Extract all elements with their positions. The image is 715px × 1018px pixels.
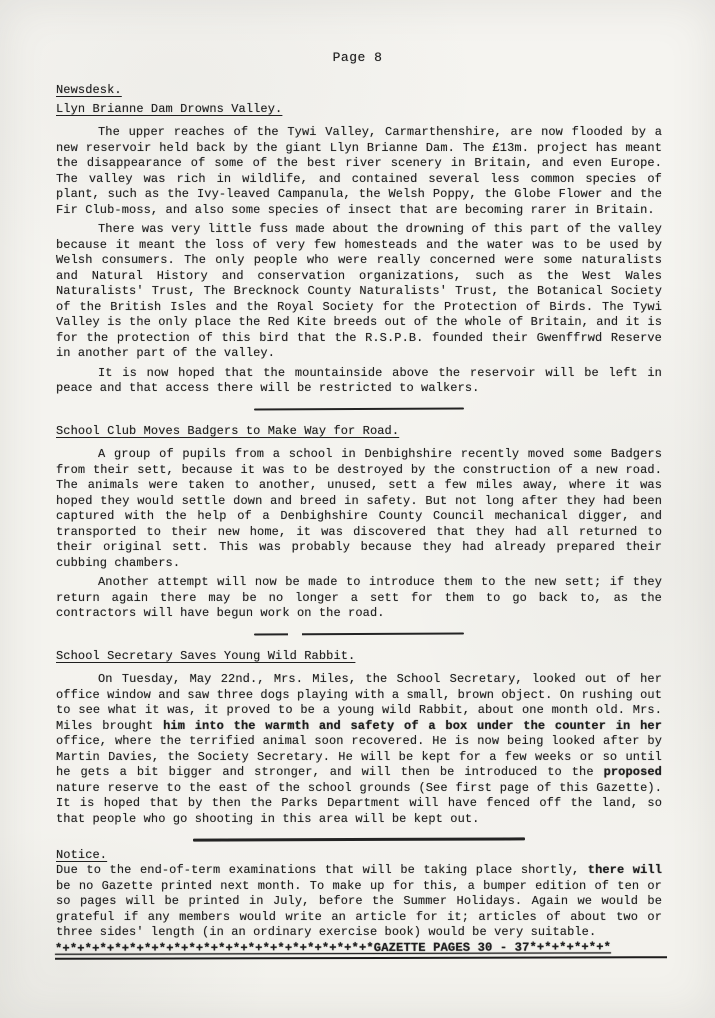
page-number: Page 8 xyxy=(332,50,383,65)
article-paragraph: On Tuesday, May 22nd., Mrs. Miles, the School Secretary, looked out of her office window and saw three dogs playing with a small, brown object. On rushing out to see what it was, it proved to be a young wild Rabbit, about one month old. Mrs. Miles brought him into the warmth and safety of a box under the counter in her office, where the terrified animal soon recovered. He is now being looked after by Martin Davies, the Society Secretary. He will be kept for a few weeks or so until he gets a bit bigger and stronger, and will then be introduced to the proposed nature reserve to the east of the school grounds (See first page of this Gazette). It is hoped that by then the Parks Department will have fenced off the land, so that people who go shooting in this area will be kept out. xyxy=(56,672,663,826)
article-paragraph: There was very little fuss made about the drowning of this part of the valley because it meant the loss of very few homesteads and the water was to be used by Welsh consumers. The only people who were really concerned were some naturalists and Natural History and conservation organizations, such as the West Wales Naturalists' Trust, The Brecknock County Naturalists' Trust, the Botanical Society of the British Isles and the Royal Society for the Protection of Birds. The Tywi Valley is the only place the Red Kite breeds out of the whole of Britain, and it is for the protection of this bird that the R.S.P.B. founded their Gwenffrwd Reserve in another part of the valley. xyxy=(56,222,662,360)
article-paragraph: A group of pupils from a school in Denbighshire recently moved some Badgers from their sett, because it was to be destroyed by the construction of a new road. The animals were taken to another, unused, sett a few miles away, where it was hoped they would settle down and breed in safety. But not long after they had been captured with the help of a Denbighshire County Council mechanical digger, and transported to their new home, it was discovered that they had all returned to their original sett. This was probably because they had already prepared their cubbing chambers. xyxy=(56,447,662,570)
article-title-badgers: School Club Moves Badgers to Make Way for Road. xyxy=(56,423,400,438)
article-paragraph: The upper reaches of the Tywi Valley, Carmarthenshire, are now flooded by a new reservoir held back by the giant Llyn Brianne Dam. The £13m. project has meant the disappearance of some of the best river scenery in Britain, and even Europe. The valley was rich in wildlife, and contained several less common species of plant, such as the Ivy-leaved Campanula, the Welsh Poppy, the Globe Flower and the Fir Club-moss, and also some species of insect that are becoming rarer in Britain. xyxy=(56,125,662,217)
newsdesk-heading: Newsdesk. xyxy=(56,83,122,97)
section-divider xyxy=(254,632,464,635)
article-paragraph: It is now hoped that the mountainside above the reservoir will be left in peace and that access there will be restricted to walkers. xyxy=(56,365,662,395)
notice-heading: Notice. xyxy=(56,847,108,862)
text-column xyxy=(56,83,662,941)
section-divider xyxy=(193,837,525,841)
footer-banner: *+*+*+*+*+*+*+*+*+*+*+*+*+*+*+*+*+*+*+*+*+*GAZETTE PAGES 30 - 37*+*+*+*+*+* xyxy=(55,940,667,960)
article-title-llyn-brianne: Llyn Brianne Dam Drowns Valley. xyxy=(56,101,283,116)
notice-paragraph: Due to the end-of-term examinations that will be taking place shortly, there will be no Gazette printed next month. To make up for this, a bumper edition of ten or so pages will be printed in July, before the Summer Holidays. Again we would be grateful if any members would write an article for it; articles of about two or three sides' length (in an ordinary exercise book) would be very suitable. xyxy=(56,863,662,939)
article-paragraph: Another attempt will now be made to introduce them to the new sett; if they return again there may be no longer a sett for them to go back to, as the contractors will have begun work on the road. xyxy=(56,575,662,620)
section-divider xyxy=(254,407,464,410)
article-title-rabbit: School Secretary Saves Young Wild Rabbit. xyxy=(56,648,356,663)
